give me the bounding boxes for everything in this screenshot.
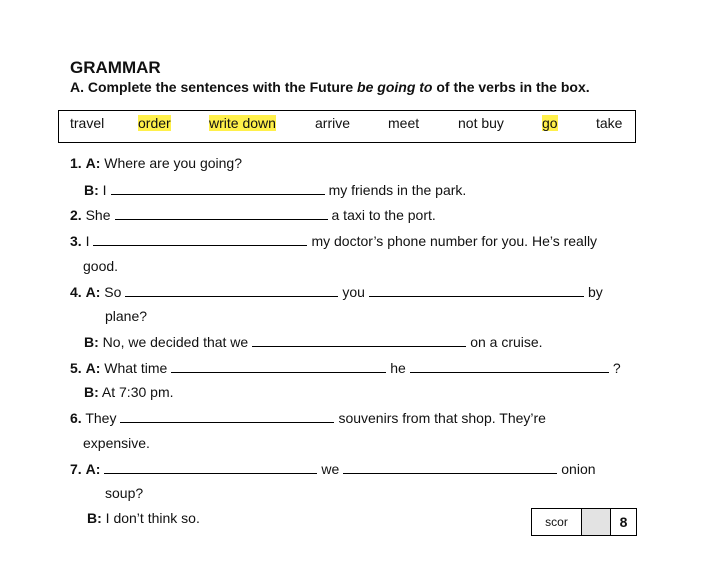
verb-go: go [542, 115, 558, 131]
verb-not-buy: not buy [458, 115, 504, 131]
q4-line-a: 4. A: So you by [70, 284, 603, 300]
q6-cont: expensive. [83, 435, 150, 451]
verb-write-down: write down [209, 115, 276, 131]
answer-blank[interactable] [104, 460, 317, 474]
instruction [70, 79, 590, 95]
answer-blank[interactable] [171, 359, 386, 373]
verb-take: take [596, 115, 623, 131]
q4-line-b: B: No, we decided that we on a cruise. [84, 334, 543, 350]
answer-blank[interactable] [410, 359, 609, 373]
q3-cont: good. [83, 258, 119, 274]
q5-line-a: 5. A: What time he ? [70, 360, 621, 376]
instruction-prefix: A. Complete the sentences with the Future [70, 79, 358, 95]
answer-blank[interactable] [111, 181, 325, 195]
instruction-italic: be going to [357, 79, 433, 95]
answer-blank[interactable] [125, 283, 338, 297]
answer-blank[interactable] [120, 409, 334, 423]
answer-blank[interactable] [93, 232, 307, 246]
section-title: GRAMMAR [70, 58, 161, 77]
q5-line-b: B: At 7:30 pm. [84, 384, 174, 400]
answer-blank[interactable] [252, 333, 466, 347]
verb-order: order [138, 115, 171, 131]
verb-travel: travel [70, 115, 105, 131]
score-total: 8 [619, 514, 628, 530]
q4-cont: plane? [105, 308, 148, 324]
q1-line-a: 1. A: Where are you going? [70, 155, 243, 171]
score-label: scor [532, 509, 582, 535]
q7-line-b: B: I don’t think so. [87, 510, 200, 526]
q2-line: 2. She a taxi to the port. [70, 207, 436, 223]
answer-blank[interactable] [115, 206, 328, 220]
instruction-suffix: of the verbs in the box. [432, 79, 590, 95]
verb-meet: meet [388, 115, 420, 131]
score-box [531, 508, 637, 536]
verb-arrive: arrive [315, 115, 351, 131]
q7-line-a: 7. A: we onion [70, 461, 596, 477]
q7-cont: soup? [105, 485, 144, 501]
answer-blank[interactable] [343, 460, 557, 474]
answer-blank[interactable] [369, 283, 584, 297]
q3-line: 3. I my doctor’s phone number for you. He’s really [70, 233, 598, 249]
q6-line: 6. They souvenirs from that shop. They’re [70, 410, 546, 426]
q1-line-b: B: I my friends in the park. [84, 182, 467, 198]
score-input[interactable] [582, 509, 611, 535]
